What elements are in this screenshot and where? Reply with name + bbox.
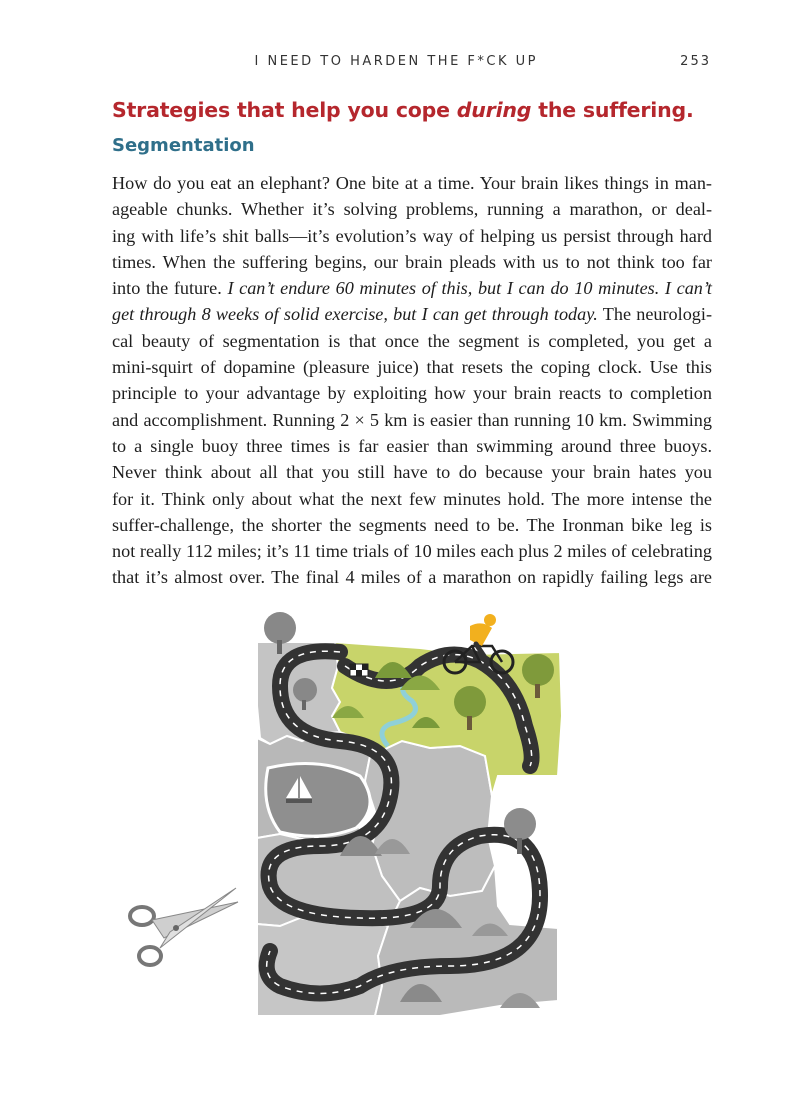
section-heading-emphasis: during <box>456 98 532 122</box>
paragraph-line: not really 112 miles; it’s 11 time trials of 10 miles each plus 2 miles of celebrating <box>112 541 712 562</box>
running-head <box>0 54 800 74</box>
paragraph-line-mixed <box>112 275 712 301</box>
finish-flag-icon <box>350 664 368 676</box>
paragraph-text: The neurologi- <box>597 304 712 325</box>
paragraph-line: principle to your advantage by exploiting how your brain reacts to completion <box>112 383 712 404</box>
paragraph-line: and accomplishment. Running 2 × 5 km is easier than running 10 km. Swimming <box>112 409 712 430</box>
paragraph-line-mixed <box>112 301 712 327</box>
paragraph-line: cal beauty of segmentation is that once the segment is completed, you get a <box>112 330 712 351</box>
paragraph-line: How do you eat an elephant? One bite at a time. Your brain likes things in man- <box>112 173 712 193</box>
paragraph-line: ing with life’s shit balls—it’s evolution’s way of helping us persist through hard <box>112 225 712 246</box>
paragraph-line: suffer-challenge, the shorter the segments need to be. The Ironman bike leg is <box>112 514 712 535</box>
section-heading-part1: Strategies that help you cope <box>112 98 457 122</box>
paragraph-line: to a single buoy three times is far easier than swimming around three buoys. <box>112 435 712 456</box>
paragraph-line: that it’s almost over. The final 4 miles of a marathon on rapidly failing legs are <box>112 567 712 588</box>
paragraph-line: for it. Think only about what the next few minutes hold. The more intense the <box>112 488 712 509</box>
paragraph-italic-quote: I can’t endure 60 minutes of this, but I can do 10 minutes. I can’t <box>227 278 712 299</box>
paragraph-italic-quote: get through 8 weeks of solid exercise, but I can get through today. <box>112 304 598 325</box>
scissors-icon <box>130 888 238 965</box>
segmented-map-illustration <box>120 606 580 1026</box>
section-heading <box>112 98 694 122</box>
lake <box>266 764 370 837</box>
paragraph-line: Never think about all that you still have to do because your brain hates you <box>112 462 712 483</box>
paragraph-line: ageable chunks. Whether it’s solving problems, running a marathon, or deal- <box>112 199 712 220</box>
page-number: 253 <box>680 54 711 69</box>
paragraph-line: mini-squirt of dopamine (pleasure juice) that resets the coping clock. Use this <box>112 357 712 378</box>
subsection-heading: Segmentation <box>112 135 255 156</box>
body-paragraph <box>112 170 712 591</box>
paragraph-text: into the future. <box>112 278 228 299</box>
running-head-title: I NEED TO HARDEN THE F*CK UP <box>254 54 538 69</box>
paragraph-line: times. When the suffering begins, our brain pleads with us to not think too far <box>112 251 712 272</box>
section-heading-part2: the suffering. <box>531 98 694 122</box>
